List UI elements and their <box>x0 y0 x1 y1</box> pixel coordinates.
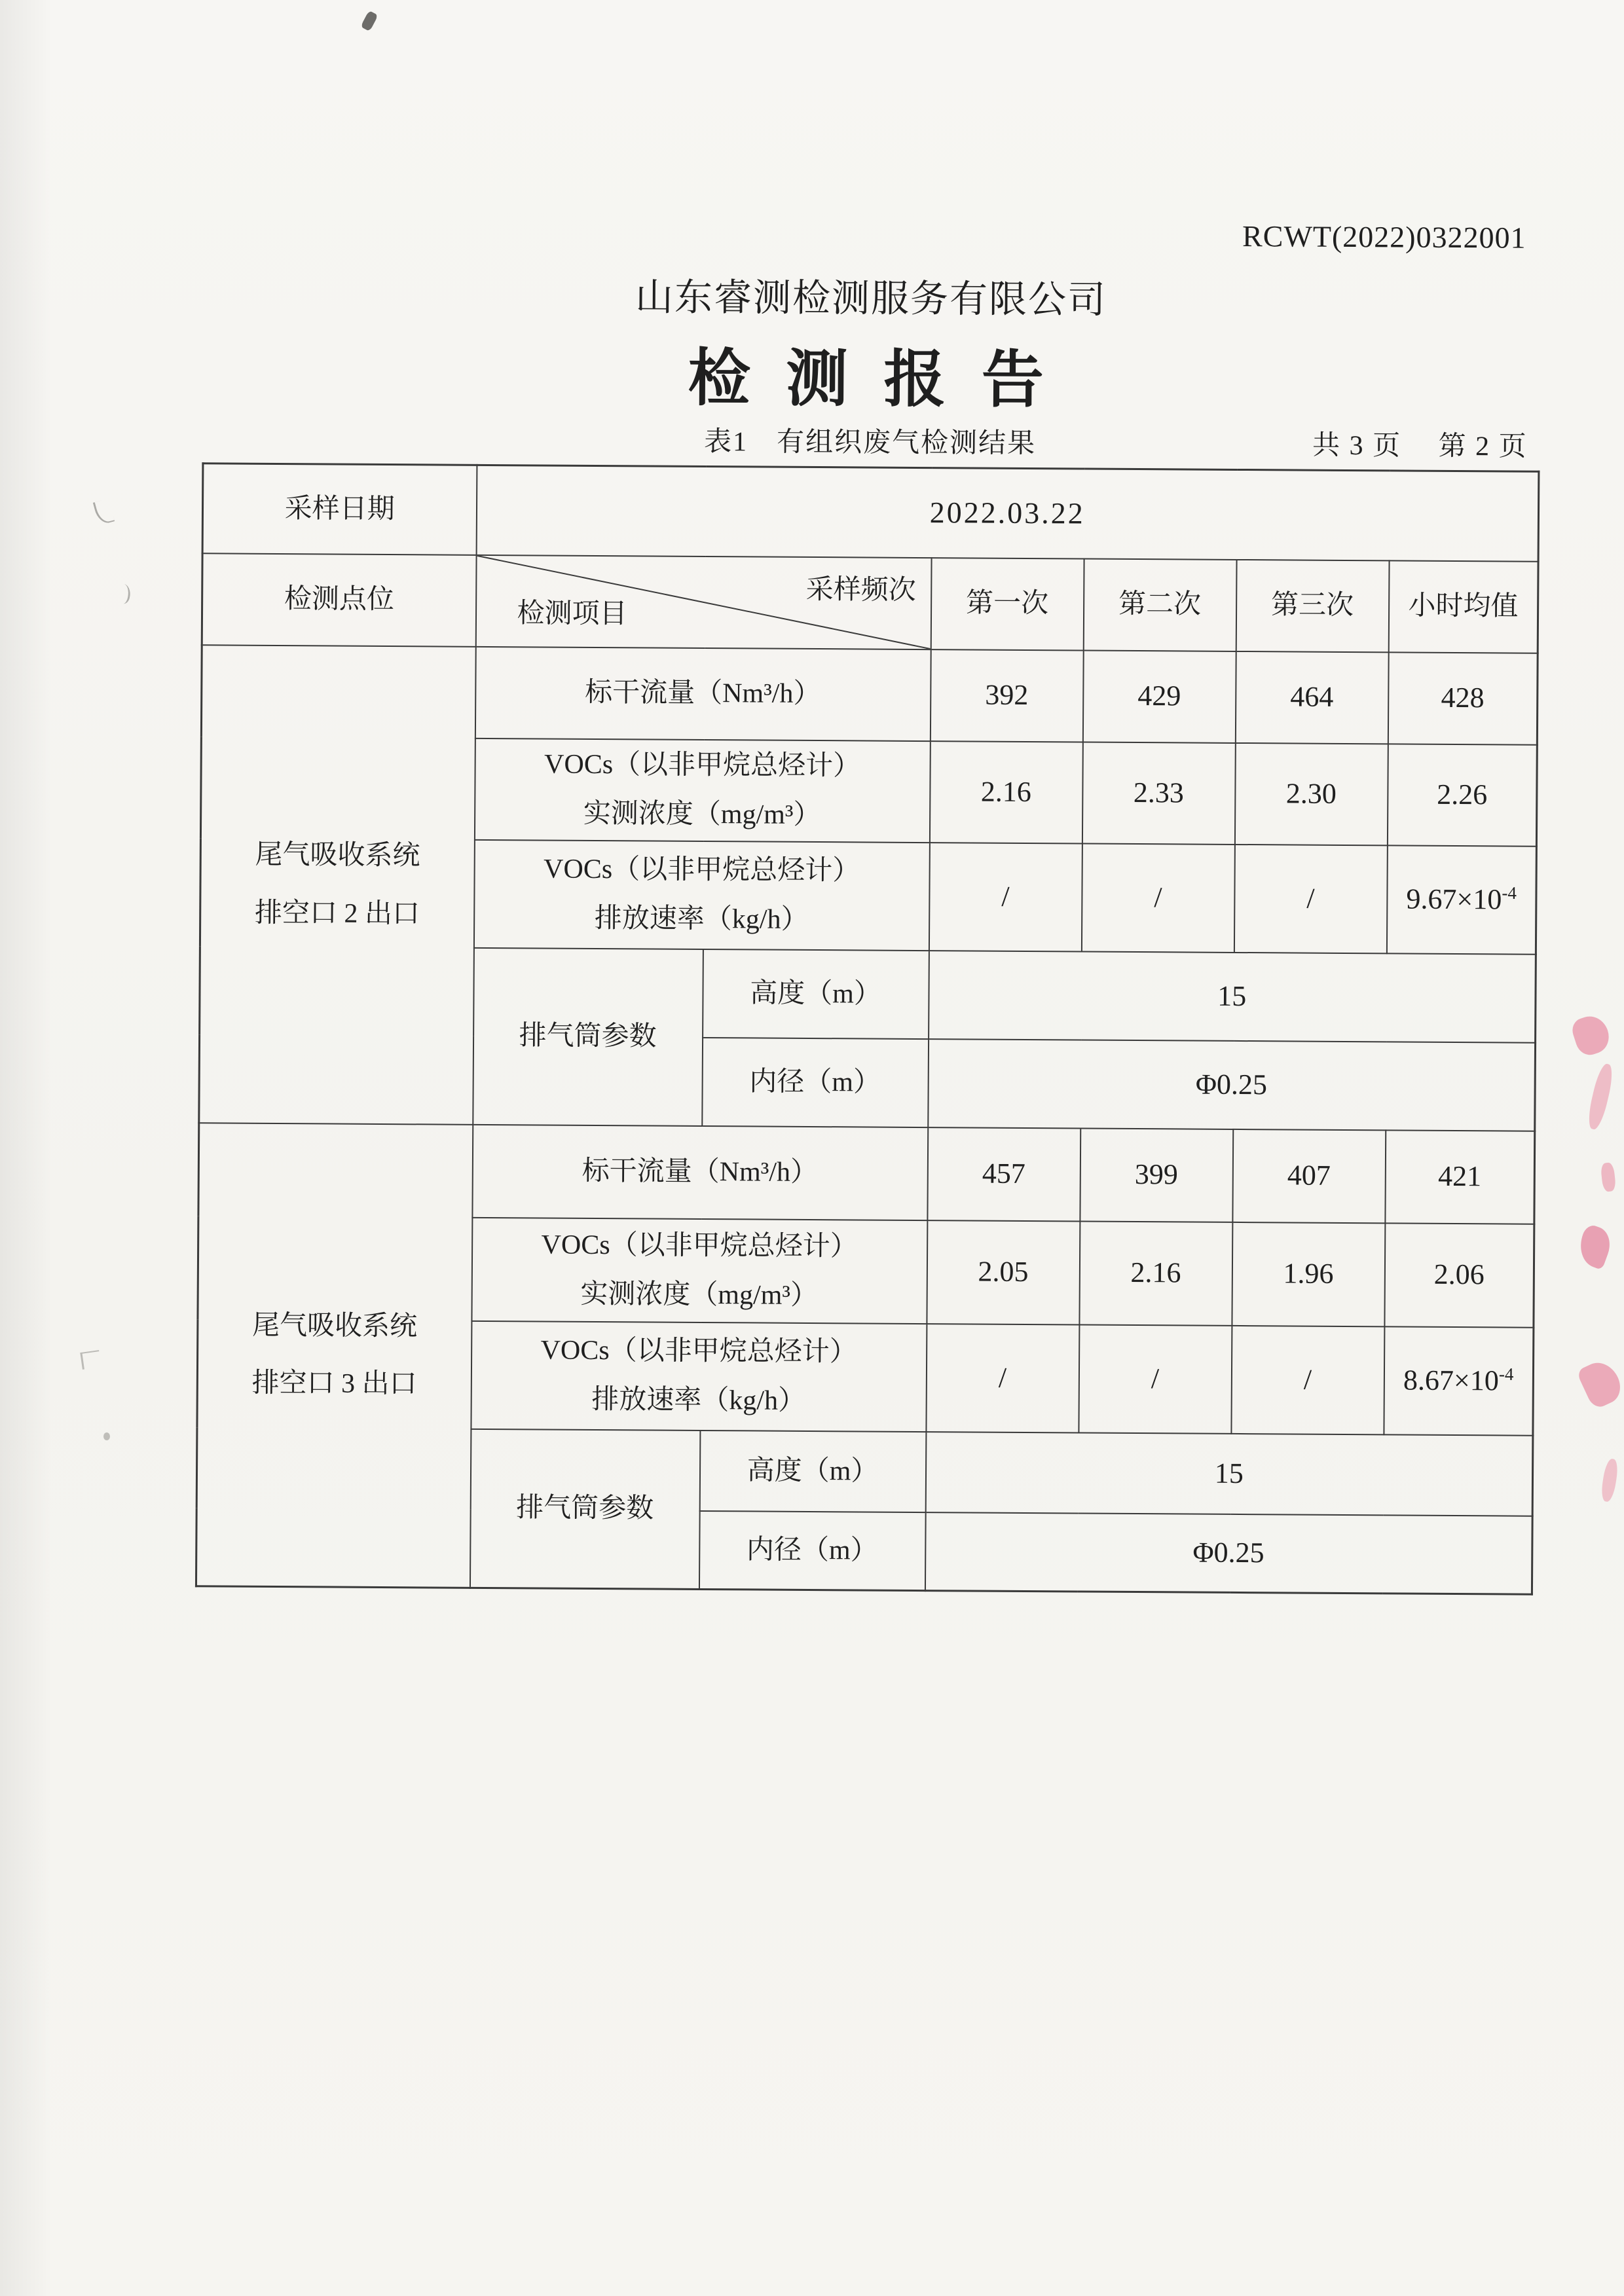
sampling-date-label: 采样日期 <box>202 464 477 555</box>
point-cell-outlet2 <box>199 645 475 1125</box>
rate-label <box>473 839 929 950</box>
diagonal-label-frequency: 采样频次 <box>805 574 916 606</box>
concentration-value-3: 2.30 <box>1234 742 1388 845</box>
flow-value-3: 464 <box>1235 651 1388 743</box>
flow-label: 标干流量（Nm³/h） <box>472 1124 928 1220</box>
row-flow-outlet2 <box>201 645 1538 744</box>
rate-label-line1: VOCs（以非甲烷总烃计） <box>540 1335 857 1368</box>
header-first: 第一次 <box>931 558 1084 650</box>
sampling-date-value: 2022.03.22 <box>476 465 1539 561</box>
stack-diameter-label: 内径（m） <box>699 1510 925 1590</box>
rate-value-3: / <box>1231 1325 1384 1434</box>
rate-label-line2: 排放速率（kg/h） <box>591 1384 806 1416</box>
flow-value-1: 457 <box>927 1127 1080 1221</box>
page-total: 共 3 页 <box>1312 430 1402 462</box>
concentration-label-line2: 实测浓度（mg/m³） <box>580 1279 819 1311</box>
stack-height-label: 高度（m） <box>699 1430 926 1512</box>
flow-value-2: 429 <box>1082 650 1236 742</box>
rate-value-avg <box>1386 845 1536 954</box>
rate-value-2: / <box>1079 1324 1232 1433</box>
rate-label-line2: 排放速率（kg/h） <box>594 903 809 935</box>
rate-value-1: / <box>926 1324 1079 1432</box>
concentration-value-avg: 2.06 <box>1384 1223 1534 1327</box>
table-caption-row <box>202 416 1538 462</box>
diagonal-label-item: 检测项目 <box>517 598 627 630</box>
concentration-value-1: 2.16 <box>929 741 1082 843</box>
point-cell-outlet3 <box>196 1123 472 1588</box>
concentration-value-1: 2.05 <box>927 1220 1080 1324</box>
header-second: 第二次 <box>1083 558 1236 651</box>
results-table <box>195 462 1540 1595</box>
rate-value-1: / <box>929 843 1082 951</box>
flow-value-1: 392 <box>930 649 1083 742</box>
header-third: 第三次 <box>1236 559 1389 651</box>
row-header <box>202 553 1538 653</box>
company-name: 山东睿测检测服务有限公司 <box>635 276 1107 321</box>
row-sampling-date <box>202 464 1539 561</box>
concentration-value-2: 2.16 <box>1079 1221 1232 1325</box>
header-hour-average: 小时均值 <box>1388 560 1538 653</box>
point-name-line1: 尾气吸收系统 <box>255 840 420 871</box>
rate-avg-exponent: -4 <box>1502 883 1517 903</box>
table-caption: 表1 有组织废气检测结果 <box>703 426 1037 460</box>
page-current: 第 2 页 <box>1438 431 1528 462</box>
report-title: 检 测 报 告 <box>688 343 1054 416</box>
page-indicator <box>1312 424 1528 464</box>
point-name-line2: 排空口 3 出口 <box>251 1368 417 1400</box>
rate-value-3: / <box>1234 844 1387 953</box>
report-number: RCWT(2022)0322001 <box>1242 219 1526 255</box>
concentration-value-2: 2.33 <box>1082 742 1235 844</box>
flow-label: 标干流量（Nm³/h） <box>475 646 931 740</box>
monitoring-point-label: 检测点位 <box>202 553 476 647</box>
point-name-line1: 尾气吸收系统 <box>251 1310 418 1342</box>
flow-value-avg: 428 <box>1388 652 1538 744</box>
concentration-label-line1: VOCs（以非甲烷总烃计） <box>544 749 861 782</box>
rate-avg-base: 8.67×10 <box>1403 1364 1499 1397</box>
concentration-label <box>474 738 930 842</box>
rate-value-avg <box>1384 1326 1534 1435</box>
stack-height-value: 15 <box>929 951 1536 1043</box>
diagonal-header-cell <box>475 555 931 649</box>
rate-avg-exponent: -4 <box>1498 1364 1514 1384</box>
rate-label <box>471 1321 927 1431</box>
rate-avg-base: 9.67×10 <box>1406 883 1502 916</box>
concentration-label-line2: 实测浓度（mg/m³） <box>583 798 821 831</box>
stack-height-value: 15 <box>925 1432 1533 1516</box>
stack-diameter-value: Φ0.25 <box>925 1512 1532 1595</box>
rate-value-2: / <box>1081 843 1234 952</box>
flow-value-2: 399 <box>1080 1128 1233 1222</box>
flow-value-3: 407 <box>1232 1129 1386 1222</box>
stack-parameters-label: 排气筒参数 <box>473 947 703 1125</box>
rate-label-line1: VOCs（以非甲烷总烃计） <box>543 854 860 886</box>
flow-value-avg: 421 <box>1385 1130 1535 1224</box>
row-flow-outlet3 <box>198 1123 1535 1224</box>
concentration-label-line1: VOCs（以非甲烷总烃计） <box>541 1230 858 1262</box>
concentration-label <box>471 1217 927 1323</box>
stack-parameters-label: 排气筒参数 <box>470 1429 699 1589</box>
stack-height-label: 高度（m） <box>703 949 929 1038</box>
concentration-value-avg: 2.26 <box>1387 744 1537 846</box>
stack-diameter-value: Φ0.25 <box>928 1039 1536 1131</box>
point-name-line2: 排空口 2 出口 <box>254 898 420 929</box>
stack-diameter-label: 内径（m） <box>702 1037 929 1127</box>
concentration-value-3: 1.96 <box>1232 1222 1385 1326</box>
